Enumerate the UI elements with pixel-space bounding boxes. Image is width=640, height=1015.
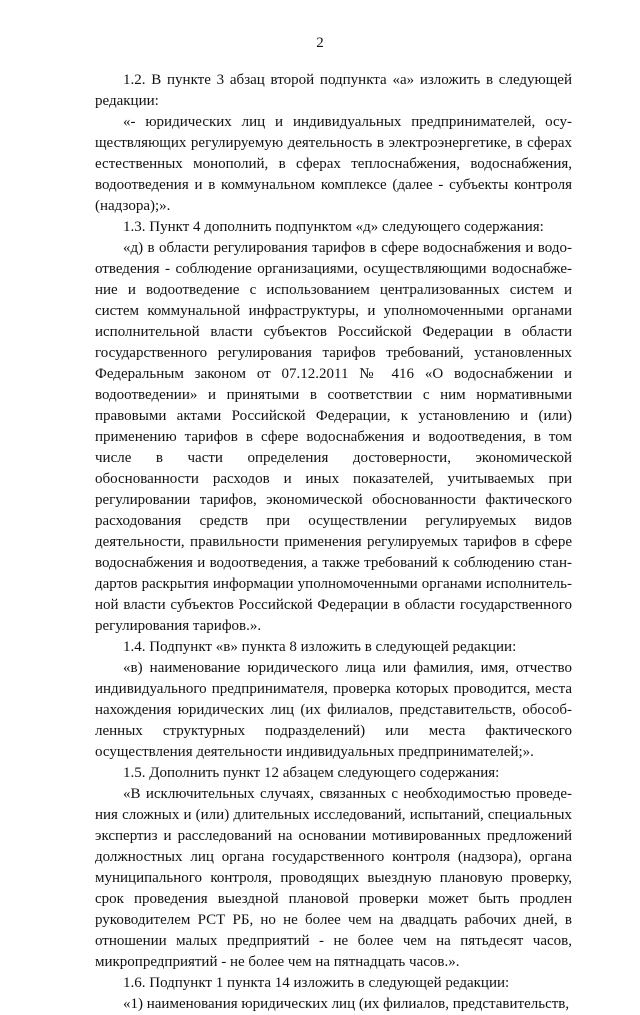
paragraph-1-6-text: «1) наименования юридических лиц (их филиалов, представительств, <box>123 996 570 1012</box>
paragraph-1-2-text: «- юридических лиц и индивидуальных предпринимателей, осуществляющих регулируемую деятельность в электроэнергетике, в сферах естественных монополий, в сферах теплоснабжения, водоснабжения, водоотведения и в коммунальном комплексе (далее - субъекты контроля (надзора);». <box>95 114 572 214</box>
page-number: 2 <box>316 35 324 51</box>
paragraph-1-3: 1.3. Пункт 4 дополнить подпунктом «д» следующего содержания: <box>123 219 544 235</box>
paragraph-1-5-text: «В исключительных случаях, связанных с необходимостью проведения сложных и (или) длительных исследований, испытаний, специальных экспертиз и расследований на основании мотивированных предложений должностных лиц органа государственного контроля (надзора), органа муниципального контроля, проводящих выездную плановую проверку, срок проведения выездной плановой проверки может быть продлен руководителем РСТ РБ, но не более чем на двадцать рабочих дней, в отношении малых предприятий - не более чем на пятьдесят часов, микропредприятий - не более чем на пятнадцать часов.». <box>95 786 572 970</box>
paragraph-1-2: 1.2. В пункте 3 абзац второй подпункта «а» изложить в следующей редакции: <box>95 72 572 109</box>
paragraph-1-4-text: «в) наименование юридического лица или фамилия, имя, отчество индивидуального предпринимателя, проверка которых проводится, места нахождения юридических лиц (их филиалов, представительств, обособленных структурных подразделений) или места фактического осуществления деятельности индивидуальных предпринимателей;». <box>95 660 572 760</box>
paragraph-1-3-text: «д) в области регулирования тарифов в сфере водоснабжения и водоотведения - соблюдение организациями, осуществляющими водоснабжение и водоотведение с использованием централизованных систем и систем коммунальной инфраструктуры, и уполномоченными органами исполнительной власти субъектов Российской Федерации в области государственного регулирования тарифов требований, установленных Федеральным законом от 07.12.2011 № 416 «О водоснабжении и водоотведении» и принятыми в соответствии с ним нормативными правовыми актами Российской Федерации, к установлению и (или) применению тарифов в сфере водоснабжения и водоотведения, в том числе в части определения достоверности, экономической обоснованности расходов и иных показателей, учитываемых при регулировании тарифов, экономической обоснованности фактического расходования средств при осуществлении регулируемых видов деятельности, правильности применения регулируемых тарифов в сфере водоснабжения и водоотведения, а также требований к соблюдению стандартов раскрытия информации уполномоченными органами исполнительной власти субъектов Российской Федерации в области государственного регулирования тарифов.». <box>95 240 572 634</box>
paragraph-1-4: 1.4. Подпункт «в» пункта 8 изложить в следующей редакции: <box>123 639 517 655</box>
document-body <box>95 70 572 1015</box>
paragraph-1-6: 1.6. Подпункт 1 пункта 14 изложить в следующей редакции: <box>123 975 510 991</box>
paragraph-1-5: 1.5. Дополнить пункт 12 абзацем следующего содержания: <box>123 765 500 781</box>
